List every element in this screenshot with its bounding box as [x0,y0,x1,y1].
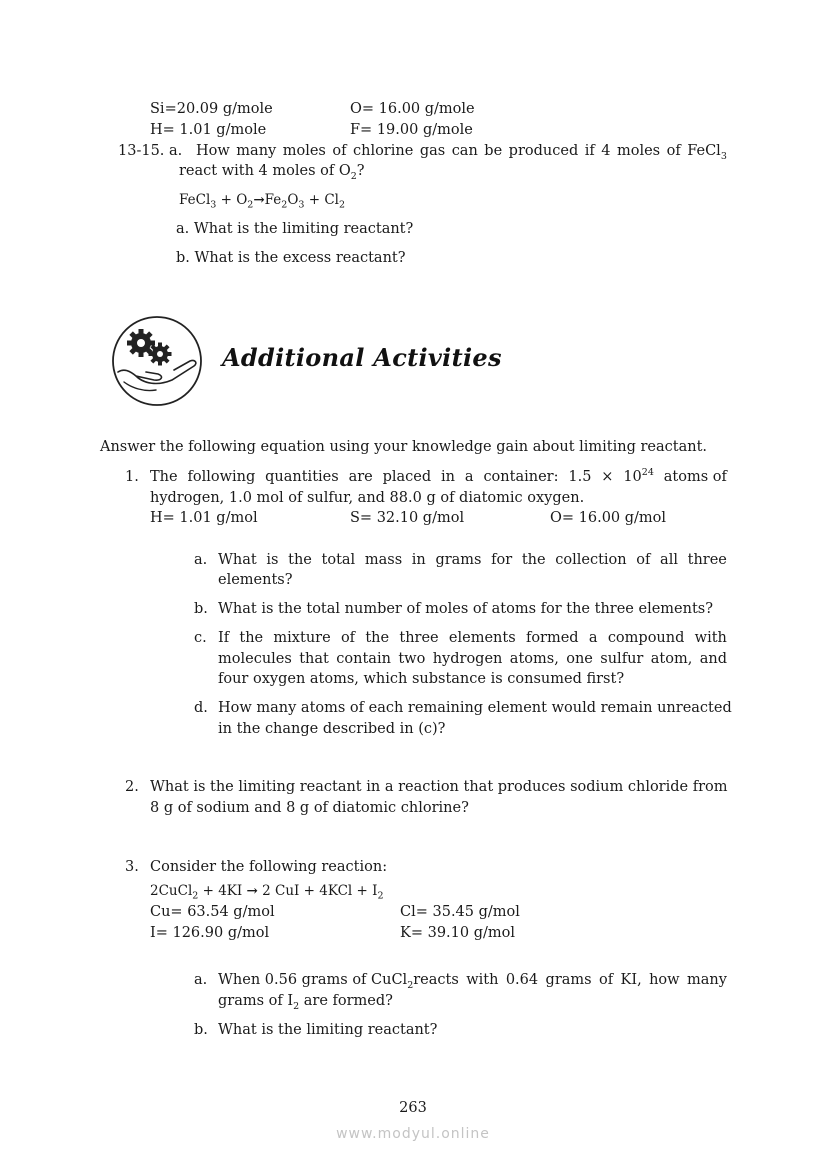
intro-text: Answer the following equation using your knowledge gain about limiting reactant. [100,439,708,455]
word: be [484,143,503,159]
watermark: www.modyul.online [336,1126,490,1142]
word: a [588,630,598,646]
word: chlorine [352,143,414,159]
word: with [694,630,727,646]
question-3a-line-1 [218,970,727,990]
word: placed [382,469,432,485]
word: in [411,552,426,568]
formula-fecl3: FeCl$_3$ [687,143,727,162]
question-3a-line-2: grams of $I_2$ are formed? [218,993,393,1012]
constant-h: H= 1.01 g/mole [150,122,267,138]
word: produced [508,143,579,159]
constant-o-mol: O= 16.00 g/mol [550,510,667,526]
question-2-number: 2. [125,779,139,795]
constant-s-mol: S= 32.10 g/mol [350,510,465,526]
equation-cucl2: 2CuCl$_2$ + 4KI → 2 CuI + $4KCl + I_2$ [150,883,384,902]
word: gas [419,143,446,159]
word: 0.64 [505,972,539,988]
word: if [584,143,595,159]
word: the [521,552,546,568]
question-13-15-b: b. What is the excess reactant? [176,250,406,266]
word: KI, [620,972,642,988]
question-2-line-1: What is the limiting reactant in a reaction that produces sodium chloride from [150,779,728,795]
word: 4 [601,143,611,159]
word: of [599,972,614,988]
word: three [399,630,439,646]
word: of [332,143,347,159]
constant-o: O= 16.00 g/mole [350,101,475,117]
word: When 0.56 grams of CuCl$_2$reacts [218,972,459,991]
word: grams [545,972,592,988]
question-13-15-a: a. What is the limiting reactant? [176,221,414,237]
question-2-line-2: 8 g of sodium and 8 g of diatomic chlorine? [150,800,469,816]
question-13-15-number: 13-15. a. [118,143,183,159]
arrow-icon: → [246,883,258,899]
word: How [196,143,230,159]
word: container: [483,469,559,485]
word: a [464,469,474,485]
question-1-number: 1. [125,469,139,485]
word: atoms of [663,469,727,485]
word: grams [435,552,482,568]
word: following [187,469,256,485]
question-1c-line-3: four oxygen atoms, which substance is consumed first? [218,671,625,687]
question-13-15-line-1 [196,141,727,161]
question-3b-label: b. [194,1022,208,1038]
question-3-line-1: Consider the following reaction: [150,859,388,875]
question-1a-line-1 [218,550,727,570]
question-3a-label: a. [194,972,208,988]
question-3-number: 3. [125,859,139,875]
word: the [365,630,390,646]
question-1c-line-2 [218,649,727,669]
word: × [601,469,614,485]
word: collection [555,552,627,568]
arrow-icon: → [253,192,265,208]
constant-cu: Cu= 63.54 g/mol [150,904,275,920]
constant-cl: Cl= 35.45 g/mol [400,904,520,920]
constant-k: K= 39.10 g/mol [400,925,515,941]
word: The [150,469,178,485]
word: with [466,972,499,988]
question-1c-label: c. [194,630,207,646]
question-1b-text: What is the total number of moles of atoms for the three elements? [218,601,714,617]
question-1a-line-2: elements? [218,572,293,588]
word: the [239,630,264,646]
word: compound [607,630,685,646]
constant-si: Si=20.09 g/mole [150,101,273,117]
question-1a-label: a. [194,552,208,568]
word: mass [364,552,403,568]
word: moles [616,143,661,159]
question-1d-label: d. [194,700,208,716]
word: formed [525,630,579,646]
word: of [340,630,356,646]
word: in [441,469,456,485]
gears-on-hand-icon [110,314,204,408]
word: atoms, [509,651,559,667]
word: total [321,552,356,568]
word: are [348,469,373,485]
word: molecules [218,651,292,667]
word: many [236,143,277,159]
question-1c-line-1 [218,628,727,648]
word: sulfur [600,651,644,667]
word: all [660,552,678,568]
word: and [699,651,727,667]
question-1d-line-2: in the change described in (c)? [218,721,446,737]
question-1d-line-1: How many atoms of each remaining element would remain unreacted [218,700,732,716]
word: What [218,552,257,568]
equation-fecl3: FeCl$_3$ + $O_2\to Fe_2O_3 + Cl_2$ [179,192,346,211]
constant-f: F= 19.00 g/mole [350,122,473,138]
word: can [451,143,478,159]
word: moles [282,143,326,159]
word: the [288,552,312,568]
word: contain [336,651,391,667]
word: three [687,552,727,568]
section-title: Additional Activities [222,343,502,372]
power-of-ten: $10^{24}$ [623,467,654,485]
word: is [266,552,279,568]
question-3b-text: What is the limiting reactant? [218,1022,438,1038]
word: mixture [273,630,331,646]
word: 1.5 [568,469,592,485]
word: many [686,972,727,988]
word: hydrogen [432,651,503,667]
constant-h-mol: H= 1.01 g/mol [150,510,258,526]
word: of [636,552,651,568]
constant-i: I= 126.90 g/mol [150,925,270,941]
word: how [649,972,680,988]
word: elements [448,630,516,646]
question-1-line-2: hydrogen, 1.0 mol of sulfur, and 88.0 g of diatomic oxygen. [150,490,585,506]
word: that [299,651,329,667]
word: of [666,143,681,159]
word: two [398,651,426,667]
word: for [491,552,513,568]
word: If [218,630,230,646]
question-13-15-line-2: react with 4 moles of $O_2$? [179,163,365,182]
word: atom, [650,651,693,667]
question-1b-label: b. [194,601,208,617]
page-number: 263 [399,1100,427,1116]
question-1-line-1 [150,467,727,487]
word: quantities [265,469,339,485]
word: one [566,651,593,667]
